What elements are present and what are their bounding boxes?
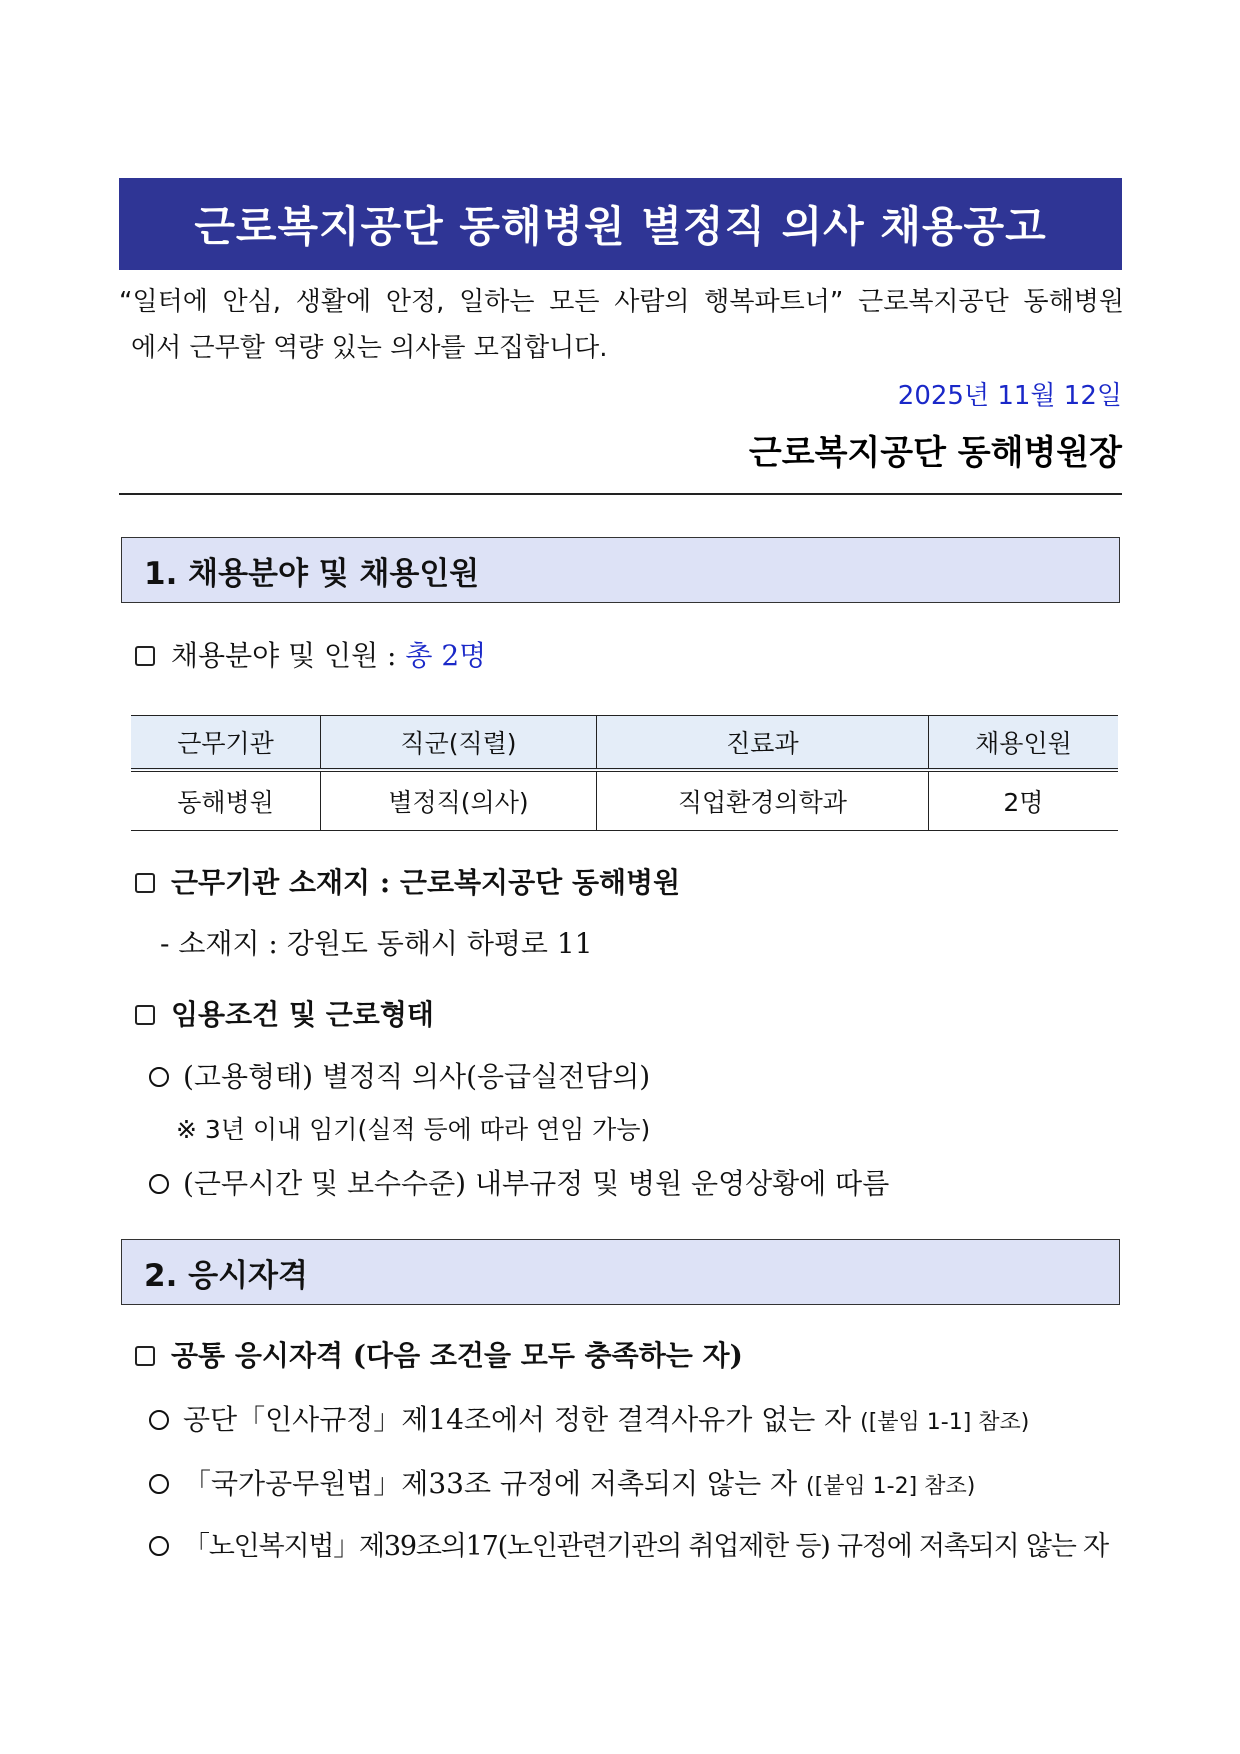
section-heading-2	[121, 1239, 1120, 1305]
conditions-line	[135, 993, 434, 1033]
condition-1-text: (고용형태) 별정직 의사(응급실전담의)	[183, 1060, 651, 1093]
table-cell: 직업환경의학과	[596, 770, 928, 831]
notice-date: 2025년 11월 12일	[897, 381, 1122, 411]
table-header-cell: 진료과	[596, 716, 928, 771]
qualification-item-1	[149, 1398, 1029, 1438]
table-header-cell: 채용인원	[928, 716, 1118, 771]
table-cell: 동해병원	[131, 770, 321, 831]
field-line	[135, 634, 486, 674]
location-detail: - 소재지 : 강원도 동해시 하평로 11	[160, 927, 593, 960]
checkbox-icon	[135, 873, 155, 893]
qualification-item-1-ref: ([붙임 1-1] 참조)	[860, 1410, 1030, 1435]
circle-bullet-icon	[149, 1474, 169, 1494]
qualification-item-2	[149, 1462, 975, 1502]
common-qualification-label: 공통 응시자격 (다음 조건을 모두 충족하는 자)	[171, 1339, 743, 1372]
location-line	[135, 861, 680, 901]
field-label: 채용분야 및 인원 :	[171, 639, 406, 672]
recruitment-table	[131, 715, 1118, 831]
table-row	[131, 770, 1118, 831]
table-header-cell: 직군(직렬)	[321, 716, 597, 771]
conditions-label: 임용조건 및 근로형태	[171, 998, 434, 1031]
divider	[119, 493, 1122, 495]
checkbox-icon	[135, 646, 155, 666]
intro-line-1: “일터에 안심, 생활에 안정, 일하는 모든 사람의 행복파트너” 근로복지공단 동해병원	[119, 287, 1124, 317]
field-value: 총 2명	[405, 639, 487, 672]
qualification-item-3-text: 「노인복지법」제39조의17(노인관련기관의 취업제한 등) 규정에 저촉되지 않는 자	[183, 1531, 1108, 1562]
condition-2-line	[149, 1162, 889, 1202]
page-title: 근로복지공단 동해병원 별정직 의사 채용공고	[194, 202, 1047, 251]
checkbox-icon	[135, 1346, 155, 1366]
section-heading-1	[121, 537, 1120, 603]
section-heading-1-text: 1. 채용분야 및 채용인원	[144, 555, 480, 592]
condition-2-text: (근무시간 및 보수수준) 내부규정 및 병원 운영상황에 따름	[183, 1167, 890, 1200]
circle-bullet-icon	[149, 1067, 169, 1087]
qualification-item-1-text: 공단「인사규정」제14조에서 정한 결격사유가 없는 자	[183, 1403, 852, 1436]
common-qualification-line	[135, 1334, 743, 1374]
section-heading-2-text: 2. 응시자격	[144, 1257, 308, 1294]
checkbox-icon	[135, 1005, 155, 1025]
location-label: 근무기관 소재지 : 근로복지공단 동해병원	[171, 866, 681, 899]
table-cell: 별정직(의사)	[321, 770, 597, 831]
circle-bullet-icon	[149, 1410, 169, 1430]
qualification-item-2-ref: ([붙임 1-2] 참조)	[806, 1474, 976, 1499]
circle-bullet-icon	[149, 1174, 169, 1194]
qualification-item-3	[149, 1524, 1108, 1563]
qualification-item-2-text: 「국가공무원법」제33조 규정에 저촉되지 않는 자	[183, 1467, 798, 1500]
condition-1-note: ※ 3년 이내 임기(실적 등에 따라 연임 가능)	[176, 1115, 651, 1144]
condition-1-line	[149, 1055, 650, 1095]
table-header-row	[131, 716, 1118, 771]
intro-line-2: 에서 근무할 역량 있는 의사를 모집합니다.	[131, 333, 608, 363]
table-cell: 2명	[928, 770, 1118, 831]
table-header-cell: 근무기관	[131, 716, 321, 771]
title-banner	[119, 178, 1122, 270]
issuer-name: 근로복지공단 동해병원장	[748, 433, 1122, 473]
circle-bullet-icon	[149, 1536, 169, 1556]
